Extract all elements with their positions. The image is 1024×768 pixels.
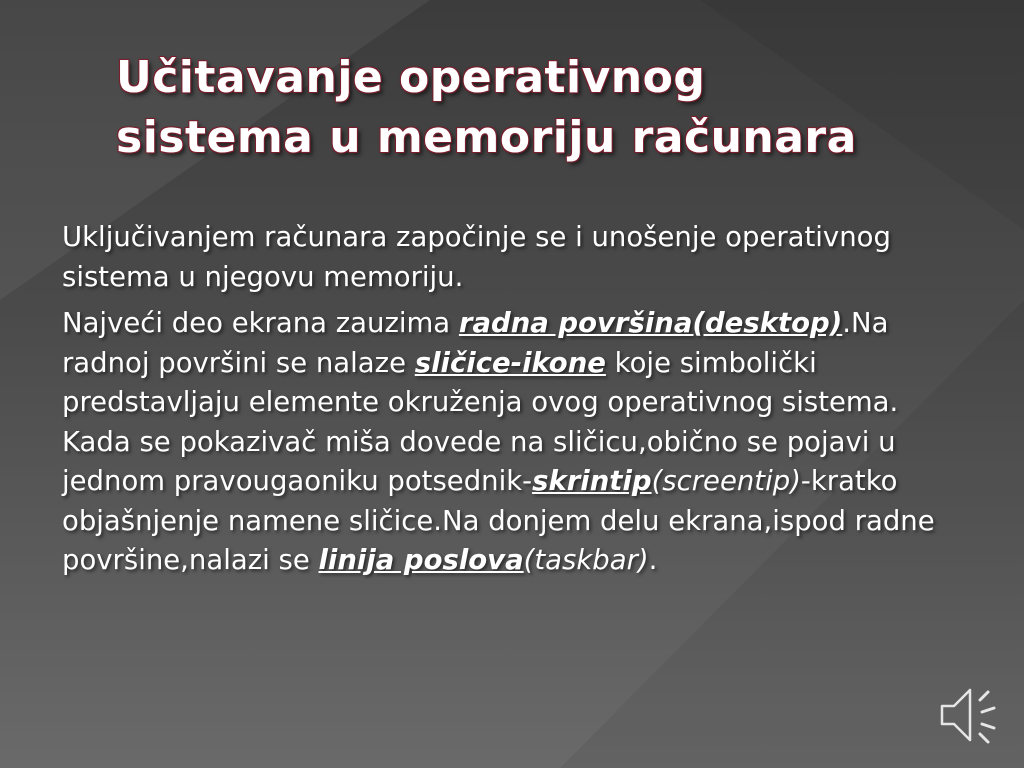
keyword-taskbar: linija poslova: [318, 544, 524, 576]
paragraph-2: [62, 304, 962, 581]
paragraph-2-text-2: .Na radnoj površini se nalaze: [62, 307, 889, 379]
taskbar-english: (taskbar): [523, 544, 649, 576]
paragraph-2-text-1: Najveći deo ekrana zauzima: [62, 307, 459, 339]
slide-title-line-1: Učitavanje operativnog: [116, 52, 706, 103]
slide-body: [62, 218, 962, 588]
keyword-screentip: skrintip: [532, 465, 652, 497]
speaker-icon[interactable]: [936, 682, 1006, 746]
paragraph-2-text-3: koje simbolički predstavljaju elemente okruženja ovog operativnog sistema. Kada se pokazivač miša dovede na sličicu,obično se pojavi u jednom pravougaoniku potsednik-: [62, 346, 899, 497]
paragraph-1: Uključivanjem računara započinje se i unošenje operativnog sistema u njegovu memoriju.: [62, 221, 891, 293]
slide-title-line-2: sistema u memoriju računara: [116, 112, 857, 163]
keyword-icons: sličice-ikone: [414, 346, 606, 379]
paragraph-2-text-5: .: [648, 544, 658, 576]
paragraph-2-text-4: -kratko objašnjenje namene sličice.Na donjem delu ekrana,ispod radne površine,nalazi se: [62, 465, 935, 576]
slide-title: [116, 48, 996, 168]
screentip-english: (screentip): [651, 465, 801, 497]
keyword-desktop: radna površina(desktop): [458, 307, 843, 339]
